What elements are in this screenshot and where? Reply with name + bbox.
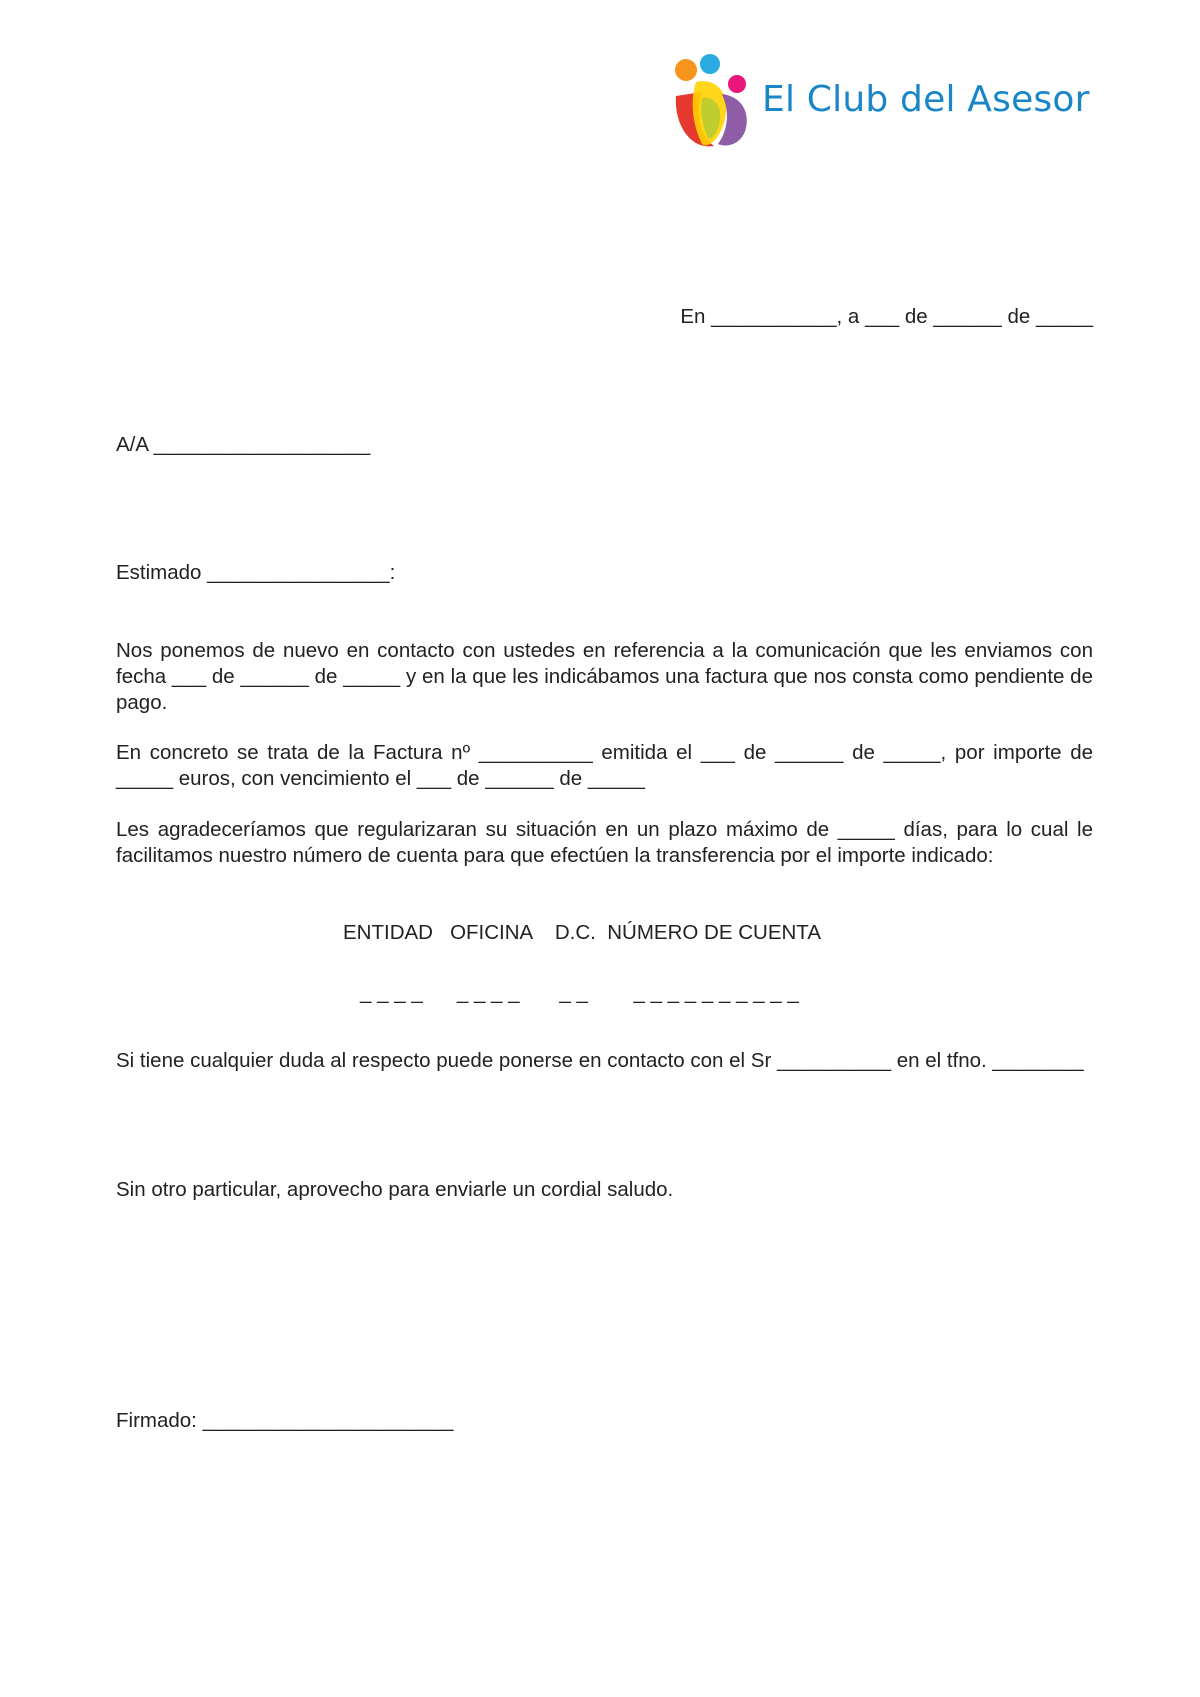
- logo-wordmark: El Club del Asesor: [762, 79, 1090, 120]
- account-number-header: ENTIDAD OFICINA D.C. NÚMERO DE CUENTA: [343, 921, 821, 944]
- place-date-line: En ___________, a ___ de ______ de _____: [680, 305, 1093, 328]
- logo-head-left: [675, 59, 697, 81]
- account-number-blanks: _ _ _ _ _ _ _ _ _ _ _ _ _ _ _ _ _ _ _ _: [360, 981, 799, 1004]
- logo-head-center: [700, 54, 720, 74]
- salutation: Estimado ________________:: [116, 561, 396, 584]
- logo-head-right: [728, 75, 746, 93]
- paragraph-contact: Si tiene cualquier duda al respecto puede ponerse en contacto con el Sr __________ en el tfno. ________: [116, 1049, 1084, 1072]
- closing-line: Sin otro particular, aprovecho para enviarle un cordial saludo.: [116, 1178, 674, 1201]
- paragraph-payment-request: Les agradeceríamos que regularizaran su situación en un plazo máximo de _____ días, para lo cual le facilitamos nuestro número de cuenta para que efectúen la transferencia por el importe indicado:: [116, 818, 1099, 867]
- signature-line: Firmado: ______________________: [116, 1409, 454, 1432]
- company-logo: [672, 54, 1092, 154]
- attention-line: A/A ___________________: [116, 433, 371, 456]
- paragraph-invoice-details: En concreto se trata de la Factura nº __________ emitida el ___ de ______ de _____, por importe de _____ euros, con vencimiento el ___ de ______ de _____: [116, 741, 1099, 790]
- paragraph-reminder: Nos ponemos de nuevo en contacto con ustedes en referencia a la comunicación que les enviamos con fecha ___ de ______ de _____ y en la que les indicábamos una factura que nos consta como pendiente de pago.: [116, 639, 1099, 714]
- people-logo-icon: [672, 54, 754, 154]
